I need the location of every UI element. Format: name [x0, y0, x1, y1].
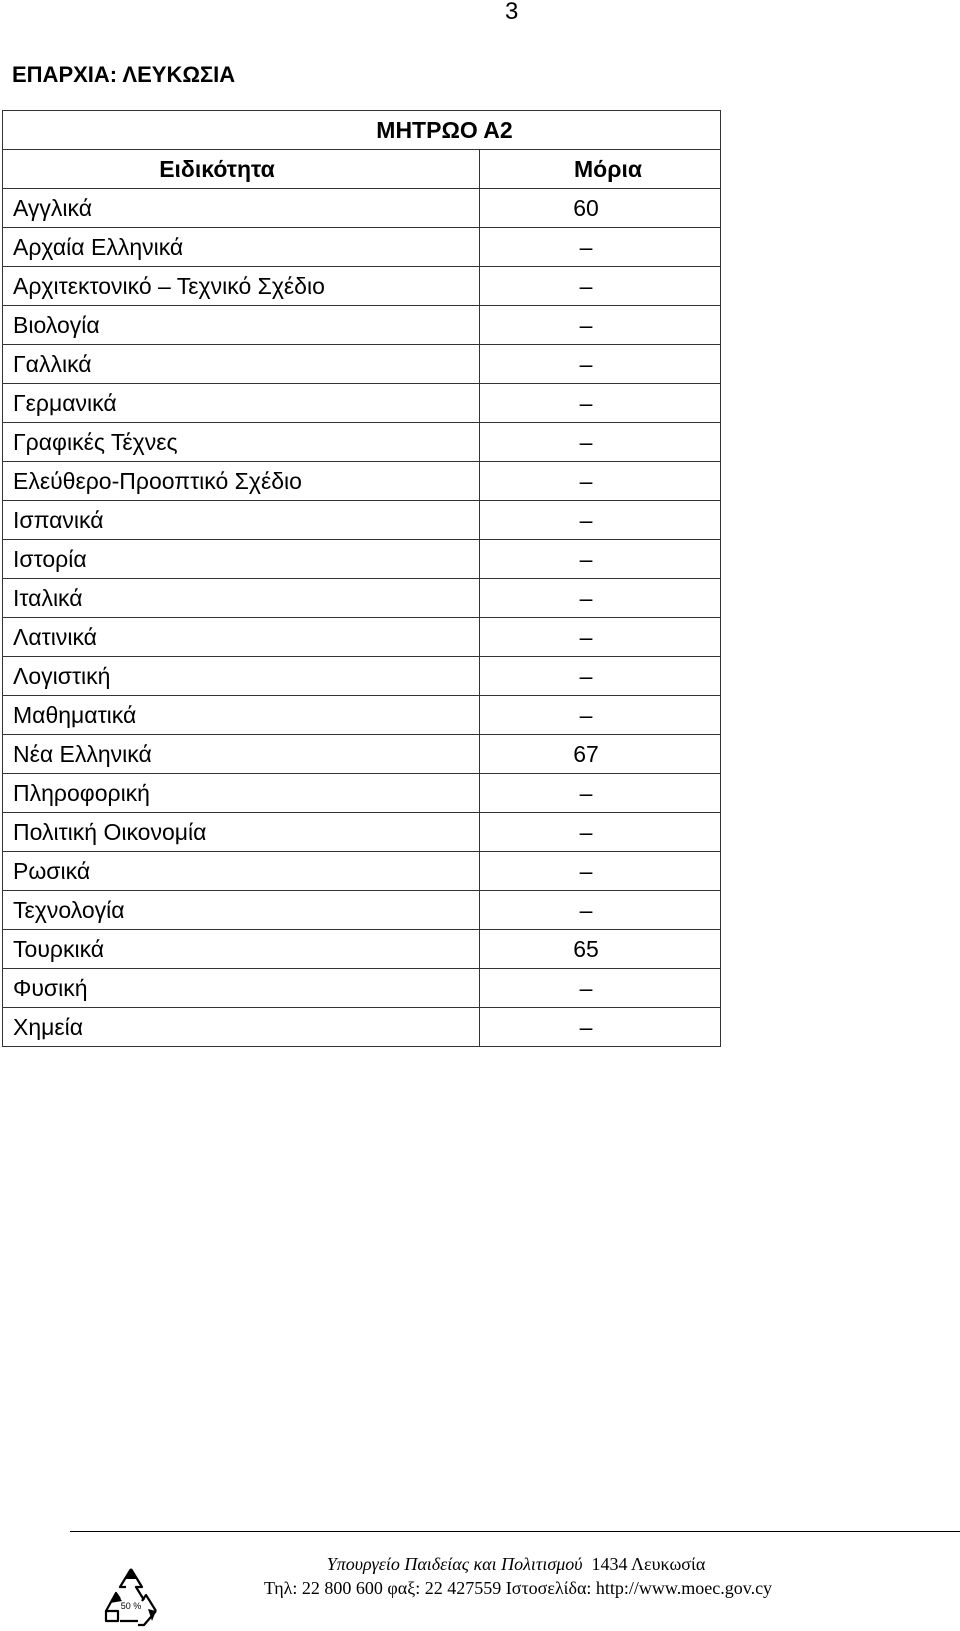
table-row — [3, 462, 721, 501]
points-cell — [480, 384, 721, 423]
points-cell — [480, 930, 721, 969]
points-cell — [480, 891, 721, 930]
points-value: – — [579, 896, 593, 923]
points-value: – — [579, 350, 593, 377]
specialty-cell: Ιστορία — [3, 540, 480, 579]
points-cell — [480, 657, 721, 696]
points-value: – — [579, 974, 593, 1001]
points-cell — [480, 813, 721, 852]
points-value: – — [579, 428, 593, 455]
district-heading: ΕΠΑΡΧΙΑ: ΛΕΥΚΩΣΙΑ — [12, 62, 236, 87]
table-row — [3, 735, 721, 774]
table-row — [3, 345, 721, 384]
specialty-cell: Φυσική — [3, 969, 480, 1008]
points-value: 60 — [573, 194, 599, 221]
points-value: – — [579, 584, 593, 611]
points-cell — [480, 852, 721, 891]
registry-body — [3, 189, 721, 1047]
specialty-cell: Γερμανικά — [3, 384, 480, 423]
specialty-cell: Ιταλικά — [3, 579, 480, 618]
specialty-cell: Ισπανικά — [3, 501, 480, 540]
points-value: – — [579, 818, 593, 845]
footer-ministry: Υπουργείο Παιδείας και Πολιτισμού — [326, 1554, 583, 1574]
points-column-header — [480, 150, 721, 189]
recycle-icon — [98, 1565, 164, 1629]
specialty-cell: Λατινικά — [3, 618, 480, 657]
specialty-column-header — [3, 150, 480, 189]
points-value: – — [579, 233, 593, 260]
points-cell — [480, 228, 721, 267]
specialty-cell: Λογιστική — [3, 657, 480, 696]
points-value: – — [579, 545, 593, 572]
registry-header-row — [3, 150, 721, 189]
points-value: – — [579, 779, 593, 806]
points-cell — [480, 735, 721, 774]
points-value: – — [579, 272, 593, 299]
table-row — [3, 423, 721, 462]
specialty-cell: Πληροφορική — [3, 774, 480, 813]
footer-postal-city: 1434 Λευκωσία — [591, 1554, 706, 1574]
table-row — [3, 852, 721, 891]
registry-title — [3, 111, 721, 150]
table-row — [3, 774, 721, 813]
table-row — [3, 228, 721, 267]
specialty-cell: Μαθηματικά — [3, 696, 480, 735]
points-cell — [480, 696, 721, 735]
points-value: 67 — [573, 740, 599, 767]
specialty-cell: Αρχαία Ελληνικά — [3, 228, 480, 267]
points-value: – — [579, 311, 593, 338]
recycle-logo-label: 50 % — [120, 1601, 142, 1611]
table-row — [3, 618, 721, 657]
specialty-cell: Αρχιτεκτονικό – Τεχνικό Σχέδιο — [3, 267, 480, 306]
points-cell — [480, 774, 721, 813]
points-value: – — [579, 389, 593, 416]
points-value: – — [579, 467, 593, 494]
points-cell — [480, 306, 721, 345]
table-row — [3, 189, 721, 228]
footer-ministry-line — [286, 1554, 746, 1575]
specialty-cell: Τεχνολογία — [3, 891, 480, 930]
points-value: – — [579, 662, 593, 689]
points-column-header-text: Μόρια — [574, 155, 642, 182]
table-row — [3, 384, 721, 423]
points-value: – — [579, 623, 593, 650]
points-cell — [480, 618, 721, 657]
specialty-cell: Χημεία — [3, 1008, 480, 1047]
table-row — [3, 813, 721, 852]
points-value: – — [579, 506, 593, 533]
table-row — [3, 540, 721, 579]
specialty-cell: Γαλλικά — [3, 345, 480, 384]
specialty-cell: Νέα Ελληνικά — [3, 735, 480, 774]
table-row — [3, 696, 721, 735]
footer-contact-line: Τηλ: 22 800 600 φαξ: 22 427559 Ιστοσελίδα: http://www.moec.gov.cy — [263, 1578, 773, 1598]
table-row — [3, 306, 721, 345]
table-row — [3, 930, 721, 969]
footer-divider — [70, 1531, 960, 1532]
points-value: – — [579, 1013, 593, 1040]
table-row — [3, 267, 721, 306]
table-row — [3, 891, 721, 930]
registry-title-text: ΜΗΤΡΩΟ Α2 — [376, 116, 513, 143]
specialty-column-header-text: Ειδικότητα — [159, 155, 275, 182]
specialty-cell: Βιολογία — [3, 306, 480, 345]
table-row — [3, 579, 721, 618]
specialty-cell: Τουρκικά — [3, 930, 480, 969]
specialty-cell: Γραφικές Τέχνες — [3, 423, 480, 462]
table-row — [3, 657, 721, 696]
table-row — [3, 969, 721, 1008]
points-cell — [480, 579, 721, 618]
registry-title-row — [3, 111, 721, 150]
registry-table — [2, 110, 721, 1047]
page-number: 3 — [505, 0, 519, 25]
points-cell — [480, 540, 721, 579]
specialty-cell: Ρωσικά — [3, 852, 480, 891]
points-cell — [480, 189, 721, 228]
points-value: – — [579, 701, 593, 728]
specialty-cell: Αγγλικά — [3, 189, 480, 228]
points-cell — [480, 267, 721, 306]
points-cell — [480, 423, 721, 462]
points-cell — [480, 969, 721, 1008]
points-cell — [480, 462, 721, 501]
specialty-cell: Πολιτική Οικονομία — [3, 813, 480, 852]
table-row — [3, 1008, 721, 1047]
points-cell — [480, 1008, 721, 1047]
points-cell — [480, 501, 721, 540]
specialty-cell: Ελεύθερο-Προοπτικό Σχέδιο — [3, 462, 480, 501]
points-cell — [480, 345, 721, 384]
table-row — [3, 501, 721, 540]
points-value: – — [579, 857, 593, 884]
points-value: 65 — [573, 935, 599, 962]
